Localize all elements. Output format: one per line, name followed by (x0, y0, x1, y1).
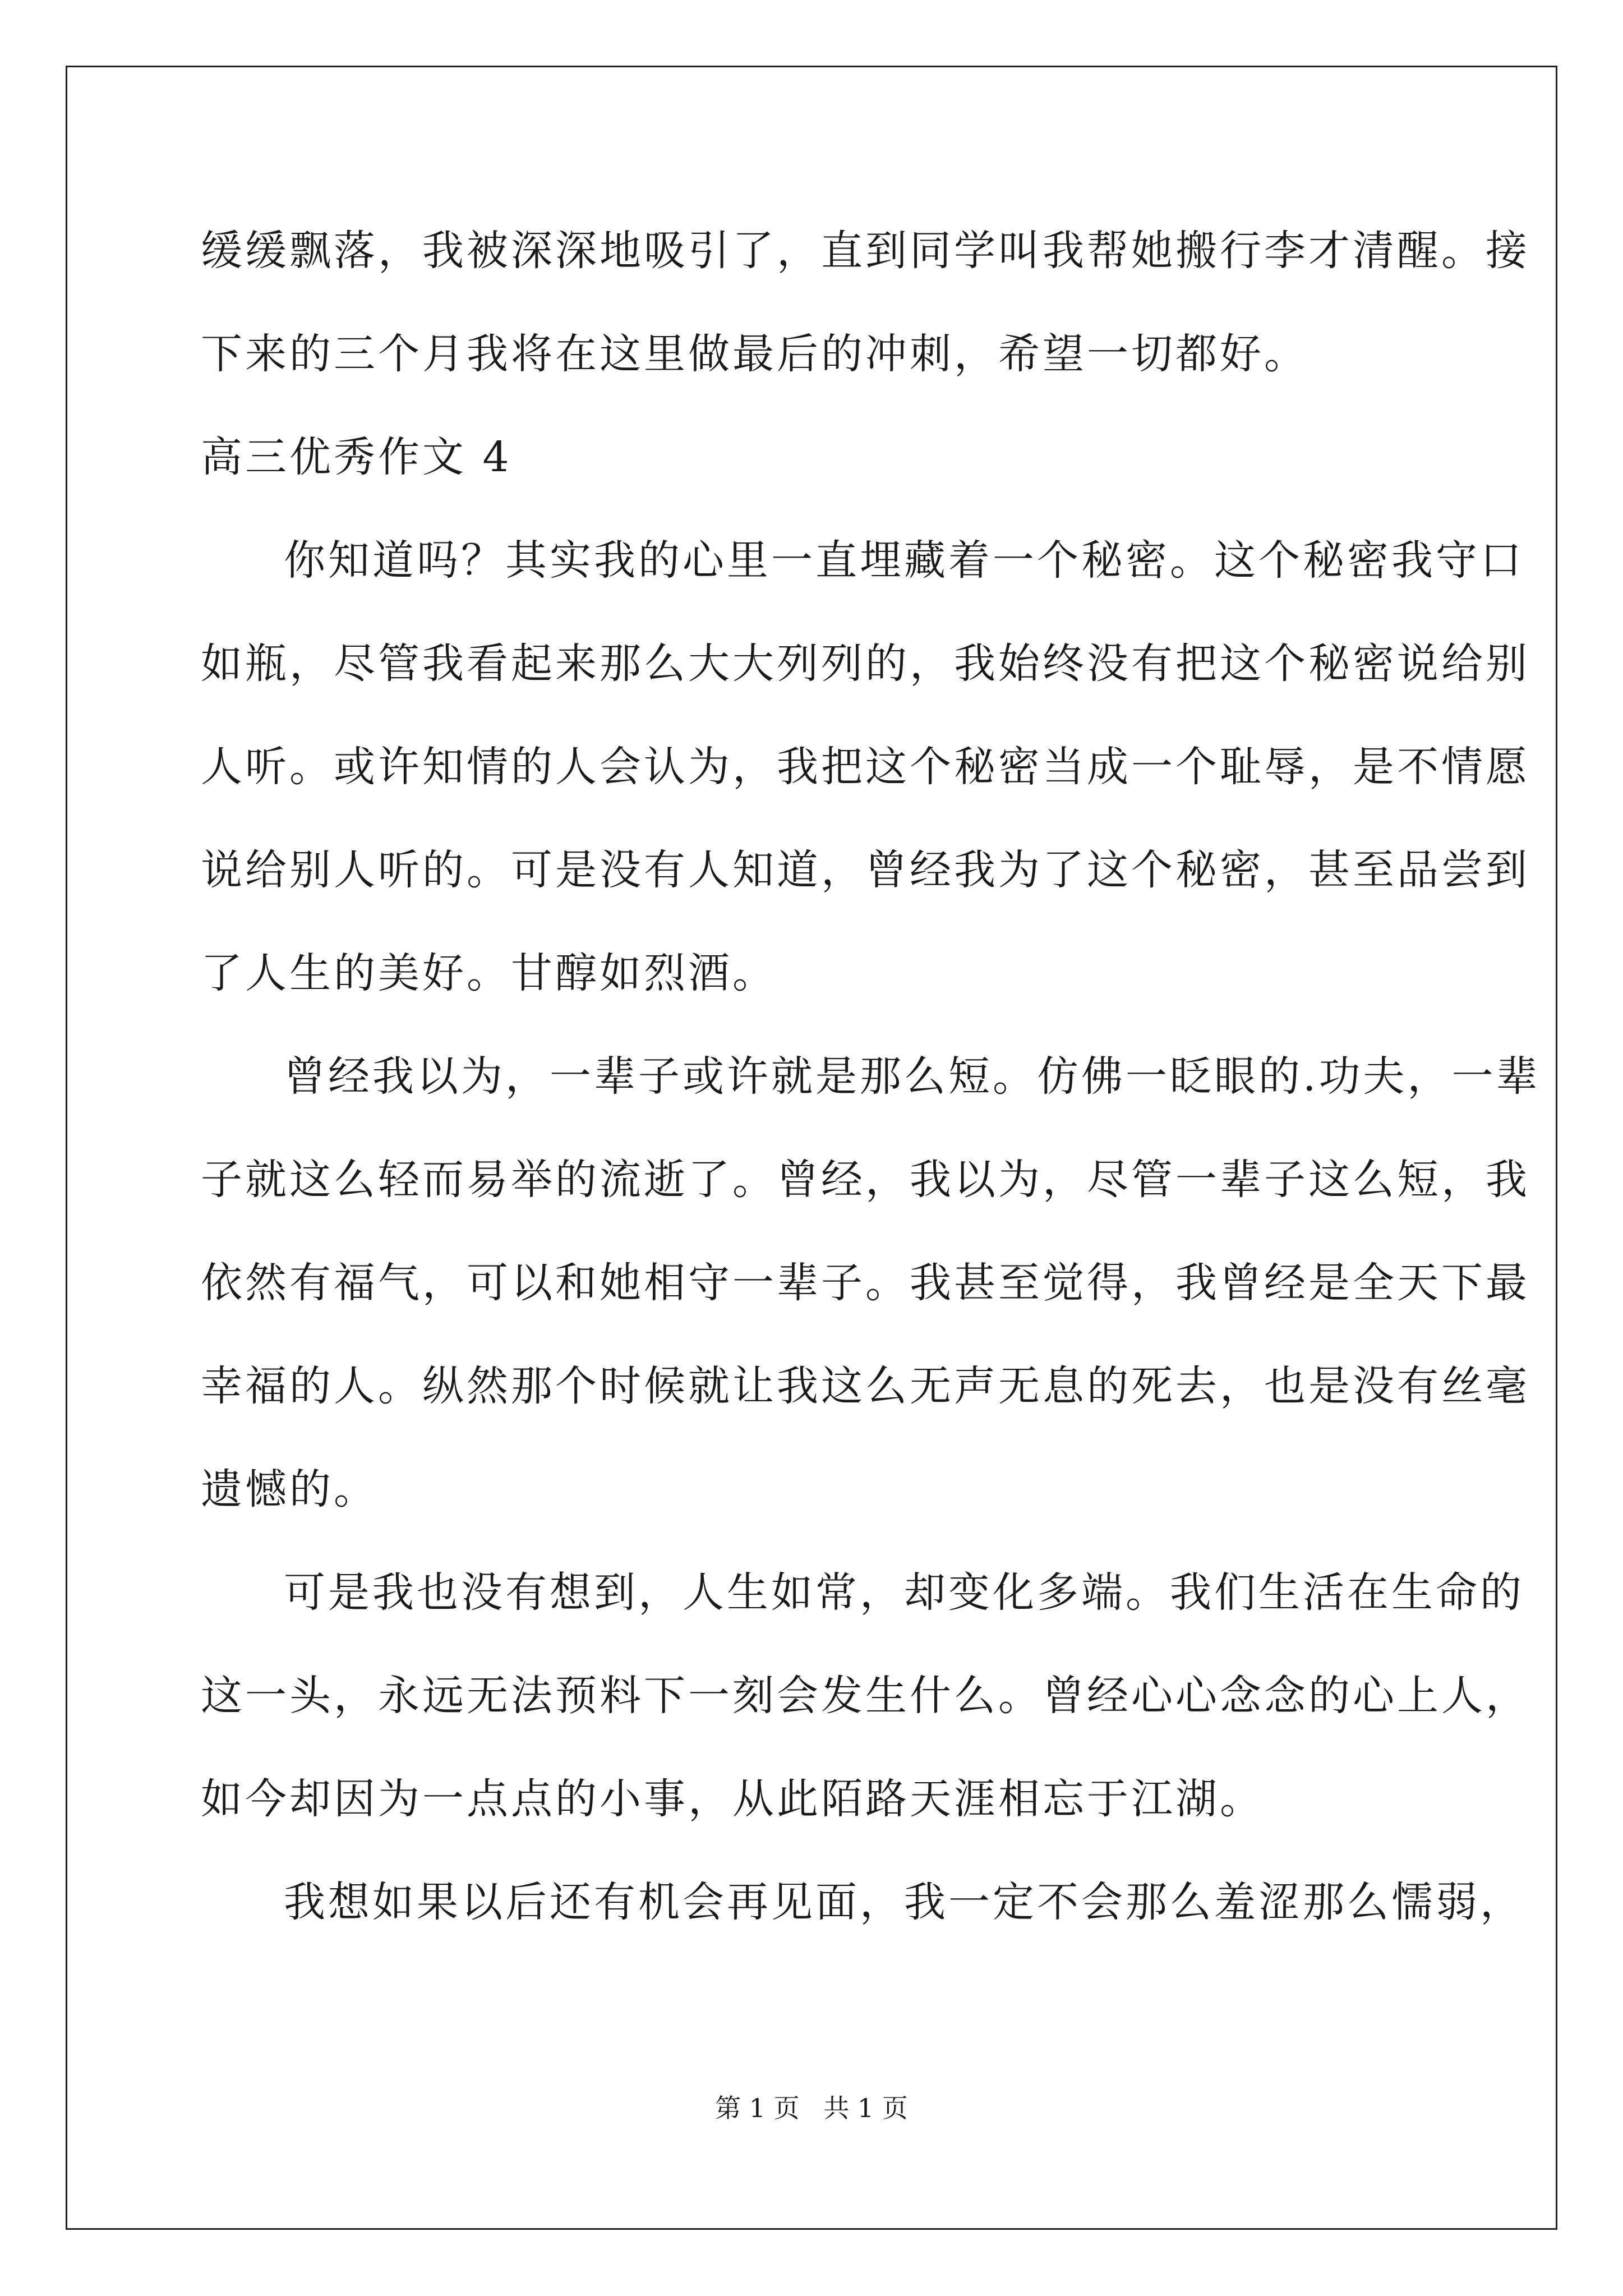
text-line: 曾经我以为，一辈子或许就是那么短。仿佛一眨眼的.功夫，一辈 (284, 1052, 1541, 1101)
text-line: 了人生的美好。甘醇如烈酒。 (201, 949, 777, 997)
section-heading: 高三优秀作文 4 (201, 433, 512, 481)
text-line: 依然有福气，可以和她相守一辈子。我甚至觉得，我曾经是全天下最 (201, 1259, 1530, 1307)
text-line: 遗憾的。 (201, 1465, 378, 1513)
text-line: 我想如果以后还有机会再见面，我一定不会那么羞涩那么懦弱， (284, 1878, 1524, 1926)
text-line: 说给别人听的。可是没有人知道，曾经我为了这个秘密，甚至品尝到 (201, 846, 1530, 894)
document-body (201, 199, 1541, 1954)
page-number-total: 共 1 页 (823, 2093, 908, 2123)
text-line: 下来的三个月我将在这里做最后的冲刺，希望一切都好。 (201, 330, 1308, 378)
text-line: 这一头，永远无法预料下一刻会发生什么。曾经心心念念的心上人， (201, 1672, 1530, 1720)
text-line: 如今却因为一点点的小事，从此陌路天涯相忘于江湖。 (201, 1775, 1264, 1823)
text-line: 人听。或许知情的人会认为，我把这个秘密当成一个耻辱，是不情愿 (201, 743, 1530, 791)
page-number-current: 第 1 页 (715, 2093, 800, 2123)
text-line: 可是我也没有想到，人生如常，却变化多端。我们生活在生命的 (284, 1568, 1524, 1617)
page-footer (0, 2091, 1623, 2125)
text-line: 如瓶，尽管我看起来那么大大列列的，我始终没有把这个秘密说给别 (201, 639, 1530, 688)
text-line: 你知道吗？其实我的心里一直埋藏着一个秘密。这个秘密我守口 (284, 536, 1524, 585)
text-line: 幸福的人。纵然那个时候就让我这么无声无息的死去，也是没有丝毫 (201, 1362, 1530, 1410)
text-line: 子就这么轻而易举的流逝了。曾经，我以为，尽管一辈子这么短，我 (201, 1156, 1530, 1204)
text-line: 缓缓飘落，我被深深地吸引了，直到同学叫我帮她搬行李才清醒。接 (201, 227, 1530, 275)
